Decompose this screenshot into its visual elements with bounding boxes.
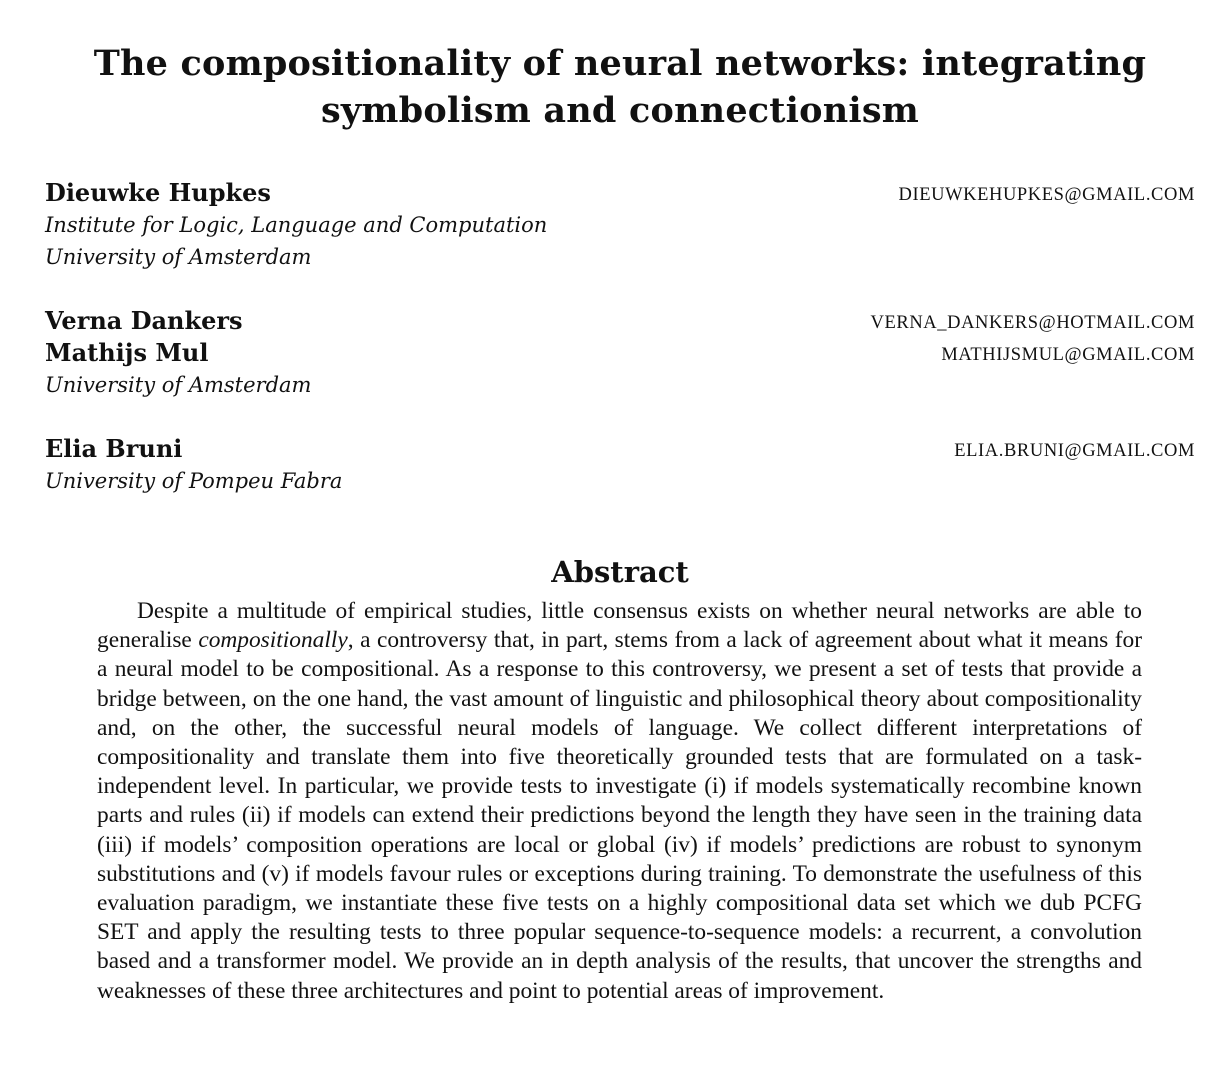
author-affiliation: University of Amsterdam <box>45 373 312 397</box>
abstract-text <box>97 597 1142 1006</box>
abstract-body: , a controversy that, in part, stems from a lack of agreement about what it means for a neural model to be compositional. As a response to this controversy, we present a set of tests that provide a bridge between, on the one hand, the vast amount of linguistic and philosophical theory about compositionality and, on the other, the successful neural models of language. We collect different interpretations of compositionality and translate them into five theoretically grounded tests that are formulated on a task-independent level. In particular, we provide tests to investigate (i) if models systematically recombine known parts and rules (ii) if models can extend their predictions beyond the length they have seen in the training data (iii) if models’ composition operations are local or global (iv) if models’ predictions are robust to synonym substitutions and (v) if models favour rules or exceptions during training. To demonstrate the usefulness of this evaluation paradigm, we instantiate these five tests on a highly compositional data set which we dub PCFG SET and apply the resulting tests to three popular sequence-to-sequence models: a recurrent, a convolution based and a transformer model. We provide an in depth analysis of the results, that uncover the strengths and weaknesses of these three architectures and point to potential areas of improvement. <box>97 627 1143 1004</box>
author-email: VERNA_DANKERS@HOTMAIL.COM <box>870 313 1195 333</box>
abstract-emphasis: compositionally <box>198 627 348 654</box>
author-affiliation: Institute for Logic, Language and Computation <box>45 213 548 237</box>
author-name: Elia Bruni <box>45 434 183 463</box>
author-affiliation: University of Pompeu Fabra <box>45 469 343 493</box>
author-block-bruni <box>45 433 1195 497</box>
author-block-dankers-mul <box>45 305 1195 401</box>
author-block-hupkes <box>45 177 1195 273</box>
author-affiliation: University of Amsterdam <box>45 245 312 269</box>
abstract-intro: Despite a multitude of empirical studies, little consensus exists on whether neural networks are able to generalise <box>97 598 1142 654</box>
author-email: DIEUWKEHUPKES@GMAIL.COM <box>898 185 1195 205</box>
author-email: MATHIJSMUL@GMAIL.COM <box>941 345 1195 365</box>
abstract-heading: Abstract <box>551 555 689 589</box>
author-email: ELIA.BRUNI@GMAIL.COM <box>954 441 1195 461</box>
author-name: Mathijs Mul <box>45 338 209 367</box>
paper-title: The compositionality of neural networks: integrating symbolism and connectionism <box>93 43 1147 131</box>
author-name: Verna Dankers <box>45 306 243 335</box>
author-name: Dieuwke Hupkes <box>45 178 271 207</box>
